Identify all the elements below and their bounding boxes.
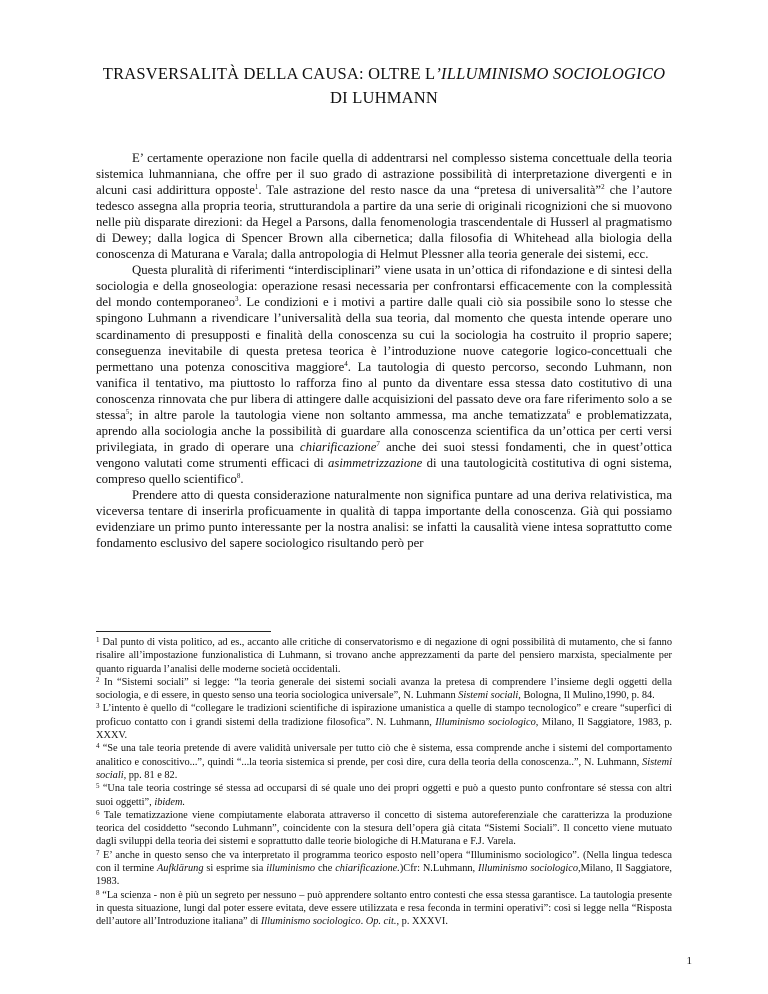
title-line-2: DI LUHMANN <box>330 88 438 107</box>
footnote-1: $^1$ Dal punto di vista politico, ad es., accanto alle critiche di conservatorismo e di negazione di ogni possibilità di mutamento, che si fanno risalire all’impostazione funzionalistica di Luhmann, si trovano anche apprezzamenti da parte del pensiero marxista, specialmente per quanto riguarda l’analisi delle moderne società occidentali. <box>96 636 672 675</box>
footnote-ref: 1 <box>254 183 259 192</box>
footnote-separator <box>96 631 271 632</box>
footnote-8: $^8$ “La scienza - non è più un segreto per nessuno – può apprendere soltanto entro contesti che essa stessa garantisce. La tautologia presente in questa situazione, lungi dal poter essere evitata, deve essere utilizzata e resa feconda in termini operativi”: così si legge nella “Risposta dell’autore all’Introduzione italiana” di Illuminismo sociologico. Op. cit., p. XXXVI. <box>96 888 672 928</box>
footnote-5: $^5$ “Una tale teoria costringe sé stessa ad occuparsi di sé quale uno dei propri oggetti e può a questo punto confrontare sé stessa con altri suoi oggetti”, ibidem. <box>96 782 672 808</box>
footnote-7: $^7$ E’ anche in questo senso che va interpretato il programma teorico esposto nell’opera “Illuminismo sociologico”. (Nella lingua tedesca con il termine Aufklärung si esprime sia illuminismo che chiarificazione.)Cfr: N.Luhmann, Illuminismo sociologico,Milano, Il Saggiatore, 1983. <box>96 848 672 888</box>
body-text <box>96 150 672 551</box>
footnotes <box>96 636 672 929</box>
paragraph-1: E’ certamente operazione non facile quella di addentrarsi nel complesso sistema concettuale della teoria sistemica luhmanniana, che offre per il suo grado di astrazione possibilità di interpretazione divergenti e in alcuni casi addirittura opposte$^1$. Tale astrazione del resto nasce da una “pretesa di universalità”$^2$ che l’autore tedesco assegna alla propria teoria, strutturandola a partire da una serie di originali ricognizioni che si muovono nelle più disparate direzioni: da Hegel a Parsons, dalla fenomenologia trascendentale di Husserl al pragmatismo di Dewey; dalla logica di Spencer Brown alla cibernetica; dalla filosofia di Whitehead alla biologia della conoscenza di Maturana e Varala; dalla antropologia di Helmut Plessner alla teoria generale dei sistemi, ecc. <box>96 151 672 262</box>
footnote-ref: 4 <box>344 359 348 368</box>
document-title <box>96 62 672 110</box>
footnote-ref: 5 <box>125 407 130 416</box>
footnote-ref: 8 <box>236 471 241 480</box>
page-number: 1 <box>686 955 692 967</box>
paragraph-2: Questa pluralità di riferimenti “interdisciplinari” viene usata in un’ottica di rifondazione e di sintesi della sociologia e della gnoseologia: operazione resasi necessaria per confrontarsi efficacemente con la complessità del mondo contemporaneo$^3$. Le condizioni e i motivi a partire dalle quali ciò sia possibile sono lo stesse che spingono Luhmann a rivendicare l’universalità della sua teoria, dal momento che questa intende operare uno scardinamento di presupposti e finalità della conoscenza su cui la sociologia ha costruito il proprio sapere; conseguenza inevitabile di questa pretesa teorica è l’introduzione nuove categorie logico-concettuali che permettano una potenza conoscitiva maggiore$^4$. La tautologia di questo percorso, secondo Luhmann, non vanifica il tentativo, ma piuttosto lo rafforza fino al punto da diventare essa stessa dato costitutivo di una conoscenza rinnovata che pur libera di attingere dalle acquisizioni del passato deve ora fare riferimento solo a se stessa$^5$; in altre parole la tautologia viene non soltanto ammessa, ma anche tematizzata$^6$ e problematizzata, aprendo alla sociologia anche la possibilità di guardare alla conoscenza scientifica da un’ottica per certi versi privilegiata, in grado di operare una chiarificazione$^7$ anche dei suoi stessi fondamenti, che in quest’ottica vengono valutati come strumenti efficaci di asimmetrizzazione di una tautologicità costitutiva di ogni sistema, compreso quello scientifico$^8$. <box>96 263 673 486</box>
footnote-ref: 6 <box>566 407 571 416</box>
title-line-1: TRASVERSALITÀ DELLA CAUSA: OLTRE L’ILLUMINISMO SOCIOLOGICO <box>102 64 666 83</box>
footnote-ref: 7 <box>376 439 380 448</box>
footnote-4: $^4$ “Se una tale teoria pretende di avere validità universale per tutto ciò che è sistema, essa comprende anche i sistemi del comportamento analitico e conoscitivo...”, quindi “...la teoria sistemica si prende, per così dire, cura della teoria della conoscenza..”, N. Luhmann, Sistemi sociali, pp. 81 e 82. <box>96 742 672 781</box>
footnote-ref: 3 <box>234 295 239 304</box>
footnote-3: $^3$ L’intento è quello di “collegare le tradizioni scientifiche di ispirazione umanistica a quelle di stampo tecnologico” e creare “superfici di proficuo contatto con i grandi sistemi della tradizione filosofica”. N. Luhmann, Illuminismo sociologico, Milano, Il Saggiatore, 1983, p. XXXV. <box>96 702 672 742</box>
footnote-2: $^2$ In “Sistemi sociali” si legge: “la teoria generale dei sistemi sociali avanza la pretesa di comprendere l’insieme degli oggetti della sociologia, e di essere, in questo senso una teoria sociologica universale”, N. Luhmann Sistemi sociali, Bologna, Il Mulino,1990, p. 84. <box>96 675 672 702</box>
footnote-6: $^6$ Tale tematizzazione viene compiutamente elaborata attraverso il concetto di sistema autoreferenziale che caratterizza la produzione teorica del cosiddetto “secondo Luhmann”, coincidente con la stesura dell’opera già citata “Sistemi Sociali”. Il concetto viene mutuato dagli sviluppi della teoria dei sistemi e soprattutto dalle teorie biologiche di H.Maturana e F.J. Varela. <box>96 808 672 848</box>
footnote-ref: 2 <box>601 183 605 192</box>
paragraph-3: Prendere atto di questa considerazione naturalmente non significa puntare ad una deriva relativistica, ma viceversa tentare di inserirla proficuamente in qualità di tappa importante della conoscenza. Già qui possiamo evidenziare un primo punto interessante per la nostra analisi: se infatti la causalità viene intesa soprattutto come fondamento esclusivo del sapere sociologico risultando però per <box>96 487 672 551</box>
